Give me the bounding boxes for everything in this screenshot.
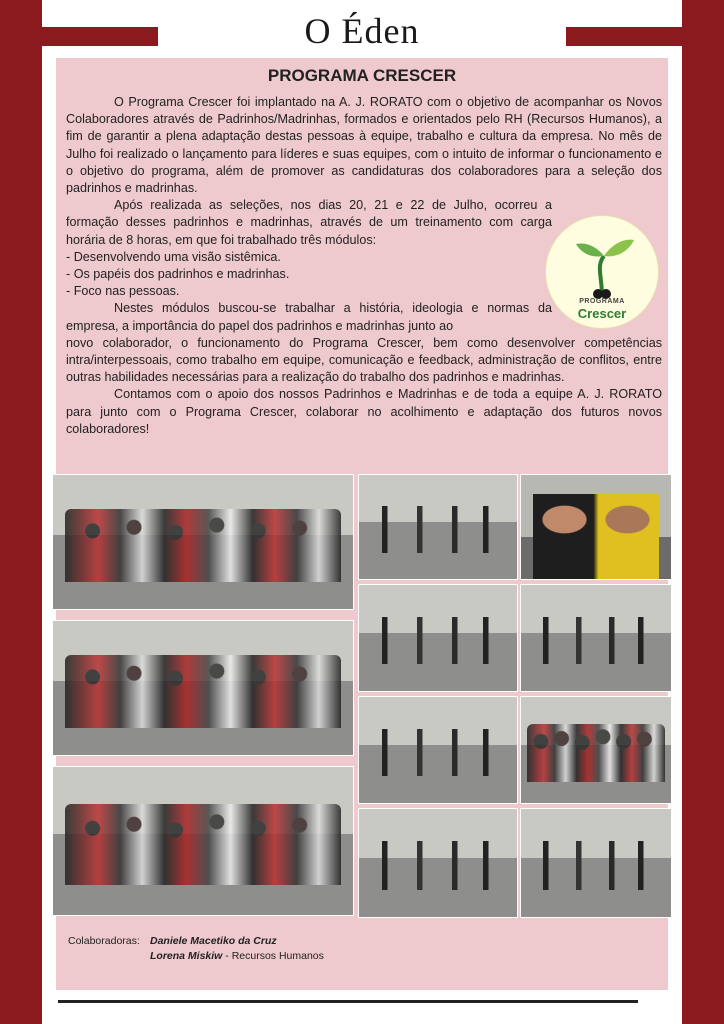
paragraph-4: Contamos com o apoio dos nossos Padrinhos e Madrinhas e de toda a equipe A. J. RORATO para junto com o Programa Crescer, colaborar no acolhimento e adaptação dos futuros novos colaboradores! — [66, 387, 662, 436]
activity-photo-4 — [358, 696, 518, 804]
activity-photo-6 — [358, 808, 518, 918]
portrait-photo — [520, 474, 672, 580]
credits-label: Colaboradoras: — [68, 935, 140, 947]
programa-crescer-logo — [546, 216, 658, 328]
activity-photo-1 — [358, 474, 518, 580]
activity-photo-7 — [520, 808, 672, 918]
header-bar-left — [42, 27, 158, 46]
paragraph-3-part-2: novo colaborador, o funcionamento do Programa Crescer, bem como desenvolver competências intra/interpessoais, como trabalho em equipe, comunicação e feedback, administração de conflitos, entre outras habilidades necessárias para a realização do trabalho dos padrinhos e madrinhas. — [66, 335, 662, 385]
paragraph-3-part-1: Nestes módulos buscou-se trabalhar a história, ideologia e normas da empresa, a importância do papel dos padrinhos e madrinhas junto ao — [66, 301, 552, 333]
credit-name-1: Daniele Macetiko da Cruz — [150, 935, 277, 947]
page-number: 03 — [648, 990, 676, 1014]
paragraph-2: Após realizada as seleções, nos dias 20, 21 e 22 de Julho, ocorreu a formação desses padrinhos e madrinhas, através de um treinamento com carga horária de 8 horas, em que foi trabalhado três módulos: — [66, 198, 552, 247]
module-item: - Os papéis dos padrinhos e madrinhas. — [66, 267, 290, 282]
group-photo-1 — [52, 474, 354, 610]
masthead: O Éden — [304, 11, 420, 51]
credit-role-2: - Recursos Humanos — [222, 950, 324, 962]
module-item: - Desenvolvendo uma visão sistêmica. — [66, 249, 281, 264]
footer-rule — [58, 1000, 638, 1003]
logo-title: Crescer — [577, 306, 627, 321]
group-photo-3 — [52, 766, 354, 916]
credits — [68, 934, 324, 964]
group-photo-2 — [52, 620, 354, 756]
credit-name-2: Lorena Miskiw — [150, 950, 223, 962]
module-item: - Foco nas pessoas. — [66, 284, 180, 299]
paragraph-1: O Programa Crescer foi implantado na A. J. RORATO com o objetivo de acompanhar os Novos Colaboradores através de Padrinhos/Madrinhas, formados e orientados pelo RH (Recursos Humanos), a fim de garantir a plena adaptação destas pessoas à equipe, trabalho e cultura da empresa. No mês de Julho foi realizado o lançamento para líderes e suas equipes, com o intuito de informar o funcionamento e o objetivo do programa, além de promover as candidaturas dos colaboradores para a seleção dos padrinhos e madrinhas. — [66, 95, 662, 196]
activity-photo-3 — [520, 584, 672, 692]
activity-photo-5 — [520, 696, 672, 804]
article-title: PROGRAMA CRESCER — [267, 66, 457, 85]
logo-subtitle: PROGRAMA — [579, 298, 625, 305]
header-bar-right — [566, 27, 682, 46]
activity-photo-2 — [358, 584, 518, 692]
